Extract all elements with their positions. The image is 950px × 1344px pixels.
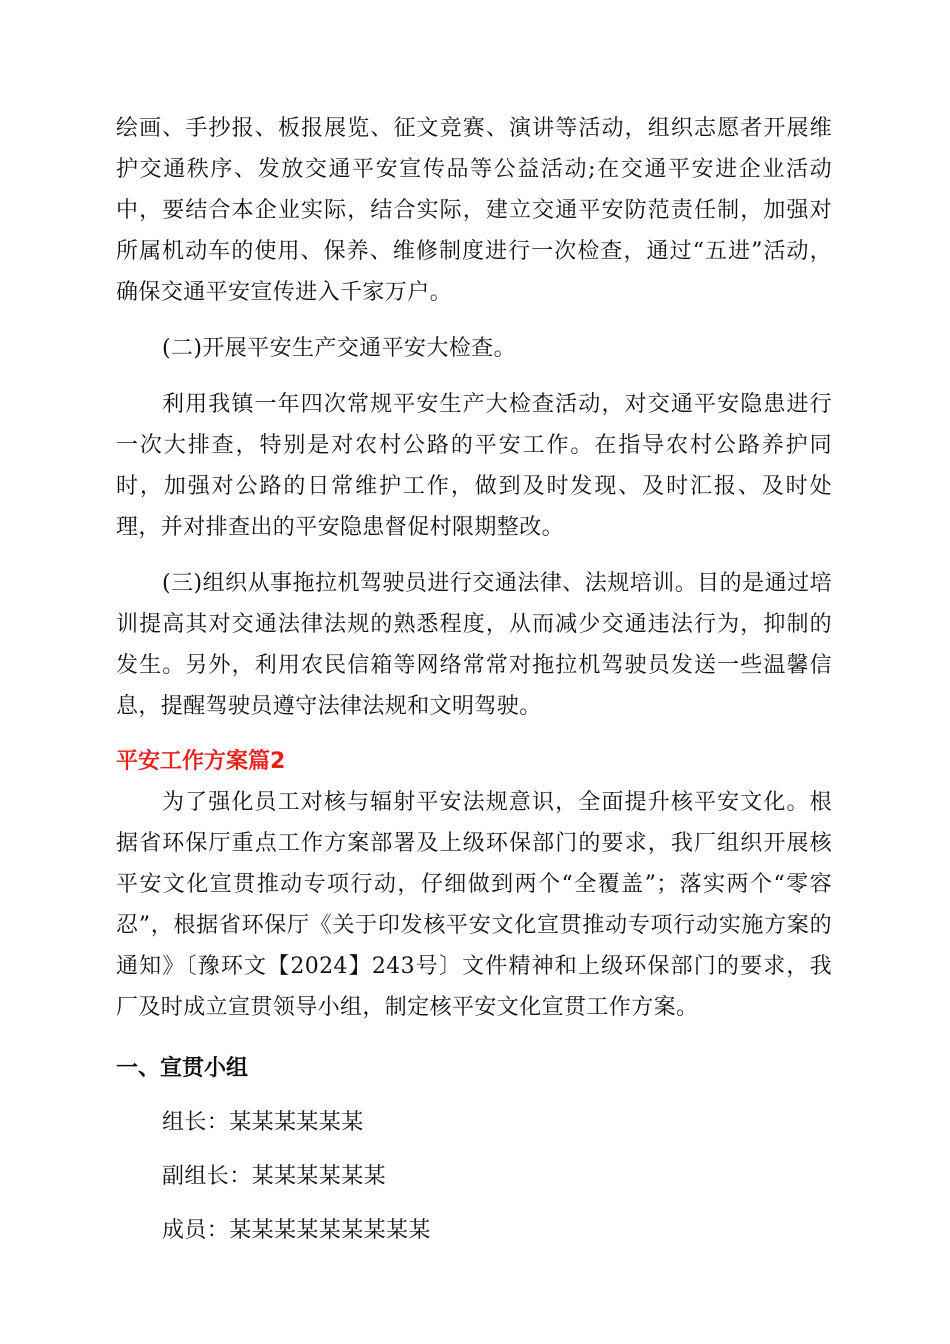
paragraph-nuclear-safety: 为了强化员工对核与辐射平安法规意识，全面提升核平安文化。根据省环保厅重点工作方案部署及上级环保部门的要求，我厂组织开展核平安文化宣贯推动专项行动，仔细做到两个“全覆盖”；落实两个“零容忍”，根据省环保厅《关于印发核平安文化宣贯推动专项行动实施方案的通知》〔豫环文【2024】243号〕文件精神和上级环保部门的要求，我厂及时成立宣贯领导小组，制定核平安文化宣贯工作方案。 — [116, 790, 832, 1020]
section-title: 平安工作方案篇2 — [116, 749, 286, 774]
paragraph-item-2-heading: (二)开展平安生产交通平安大检查。 — [162, 336, 516, 361]
subsection-title: 一、宣贯小组 — [116, 1056, 249, 1081]
team-members: 成员：某某某某某某某某某 — [162, 1218, 431, 1243]
team-leader: 组长：某某某某某某 — [162, 1110, 364, 1135]
team-deputy-leader: 副组长：某某某某某某 — [162, 1164, 387, 1189]
paragraph-activities: 绘画、手抄报、板报展览、征文竞赛、演讲等活动，组织志愿者开展维护交通秩序、发放交通平安宣传品等公益活动;在交通平安进企业活动中，要结合本企业实际，结合实际，建立交通平安防范责任制，加强对所属机动车的使用、保养、维修制度进行一次检查，通过“五进”活动，确保交通平安宣传进入千家万户。 — [116, 116, 832, 305]
paragraph-inspection: 利用我镇一年四次常规平安生产大检查活动，对交通平安隐患进行一次大排查，特别是对农村公路的平安工作。在指导农村公路养护同时，加强对公路的日常维护工作，做到及时发现、及时汇报、及时处理，并对排查出的平安隐患督促村限期整改。 — [116, 392, 832, 540]
paragraph-training: (三)组织从事拖拉机驾驶员进行交通法律、法规培训。目的是通过培训提高其对交通法律法规的熟悉程度，从而减少交通违法行为，抑制的发生。另外，利用农民信箱等网络常常对拖拉机驾驶员发送一些温馨信息，提醒驾驶员遵守法律法规和文明驾驶。 — [116, 571, 832, 719]
document-page — [116, 108, 832, 1251]
